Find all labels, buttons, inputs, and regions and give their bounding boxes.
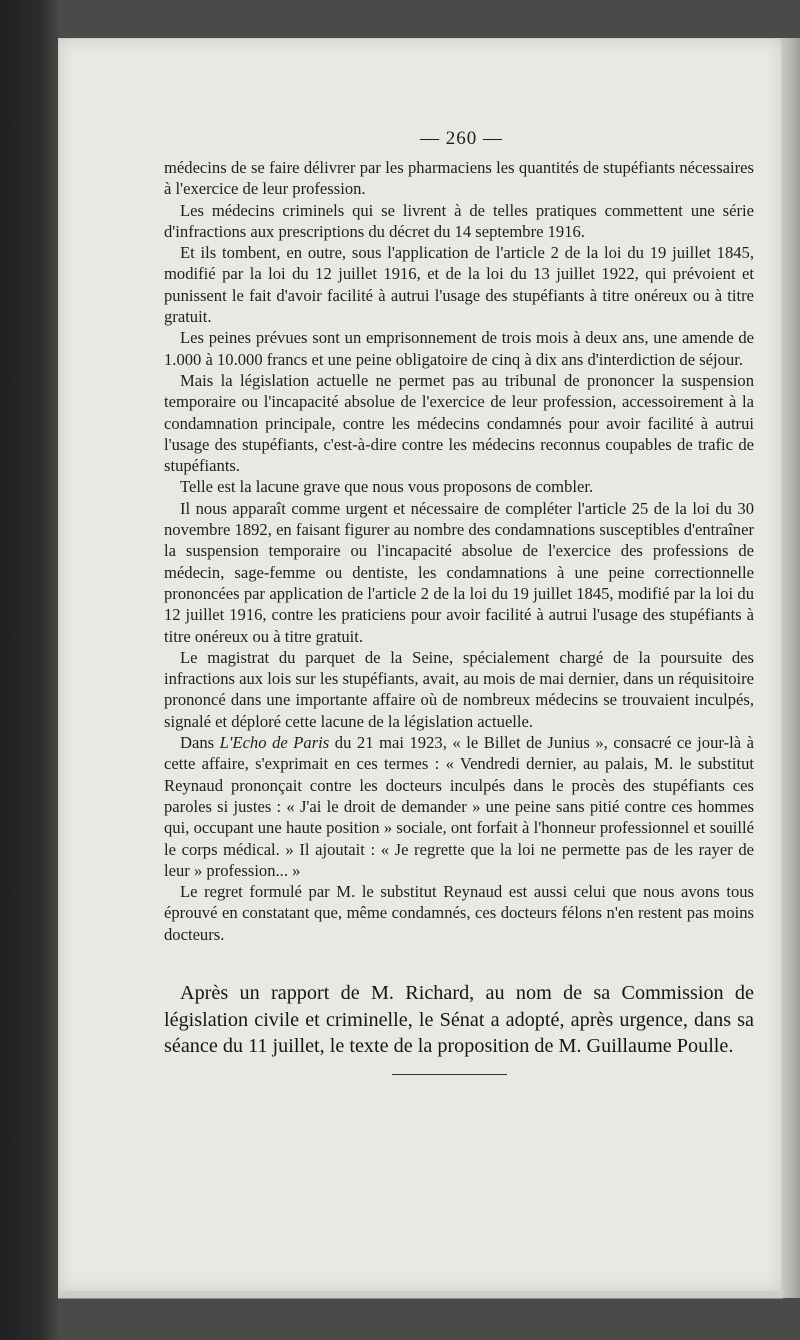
paragraph-1: médecins de se faire délivrer par les pharmaciens les quantités de stupéfiants nécessaires à l'exercice de leur profession. xyxy=(164,158,754,199)
body-text xyxy=(164,157,754,945)
paragraph-4: Les peines prévues sont un emprisonnement de trois mois à deux ans, une amende de 1.000 à 10.000 francs et une peine obligatoire de cinq à dix ans d'interdiction de séjour. xyxy=(164,328,754,369)
summary-paragraph: Après un rapport de M. Richard, au nom de sa Commission de législation civile et criminelle, le Sénat a adopté, après urgence, dans sa séance du 11 juillet, le texte de la proposition de M. Guillaume Poulle. xyxy=(164,982,754,1057)
paragraph-8: Le magistrat du parquet de la Seine, spécialement chargé de la poursuite des infractions aux lois sur les stupéfiants, avait, au mois de mai dernier, dans un réquisitoire prononcé dans une importante affaire où de nombreux médecins se trouvaient inculpés, signalé et déploré cette lacune de la législation actuelle. xyxy=(164,647,754,731)
paragraph-10: Le regret formulé par M. le substitut Reynaud est aussi celui que nous avons tous éprouvé en constatant que, même condamnés, ces docteurs félons n'en restent pas moins docteurs. xyxy=(164,882,754,944)
summary-block xyxy=(164,980,754,1060)
paragraph-3: Et ils tombent, en outre, sous l'application de l'article 2 de la loi du 19 juillet 1845, modifié par la loi du 12 juillet 1916, et de la loi du 13 juillet 1922, qui prévoient et punissent le fait d'avoir facilité à autrui l'usage des stupéfiants à titre onéreux ou à titre gratuit. xyxy=(164,243,754,327)
paragraph-9 xyxy=(164,732,754,881)
paragraph-9-lead: Dans xyxy=(180,733,220,753)
paragraph-5: Mais la législation actuelle ne permet pas au tribunal de prononcer la suspension temporaire ou l'incapacité absolue de l'exercice de leur profession, accessoirement à la condamnation principale, contre les médecins condamnés pour avoir facilité à autrui l'usage des stupéfiants, c'est-à-dire contre les médecins reconnus coupables de trafic de stupéfiants. xyxy=(164,370,754,476)
section-divider xyxy=(392,1074,507,1075)
newspaper-title: L'Echo de Paris xyxy=(219,733,330,753)
paragraph-2: Les médecins criminels qui se livrent à de telles pratiques commettent une série d'infractions aux prescriptions du décret du 14 septembre 1916. xyxy=(164,200,754,241)
paragraph-9-rest: du 21 mai 1923, « le Billet de Junius », consacré ce jour-là à cette affaire, s'exprimait en ces termes : « Vendredi dernier, au palais, M. le substitut Reynaud prononçait contre les docteurs inculpés dans le procès des stupéfiants ces paroles si justes : « J'ai le droit de demander » une peine sans pitié contre ces hommes qui, occupant une haute position » sociale, ont forfait à l'honneur professionnel et souillé le corps médical. » Il ajoutait : « Je regrette que la loi ne permette pas de les rayer de leur » profession... » xyxy=(164,733,754,880)
paragraph-7: Il nous apparaît comme urgent et nécessaire de compléter l'article 25 de la loi du 30 novembre 1892, en faisant figurer au nombre des condamnations susceptibles d'entraîner la suspension temporaire ou l'incapacité absolue de l'exercice des professions de médecin, sage-femme ou dentiste, les condamnations à une peine correctionnelle prononcées par application de l'article 2 de la loi du 19 juillet 1845, modifié par la loi du 12 juillet 1916, contre les praticiens pour avoir facilité à autrui l'usage des stupéfiants à titre onéreux ou à titre gratuit. xyxy=(164,498,754,646)
page-number: — 260 — xyxy=(420,128,503,149)
paragraph-6: Telle est la lacune grave que nous vous proposons de combler. xyxy=(180,477,594,497)
